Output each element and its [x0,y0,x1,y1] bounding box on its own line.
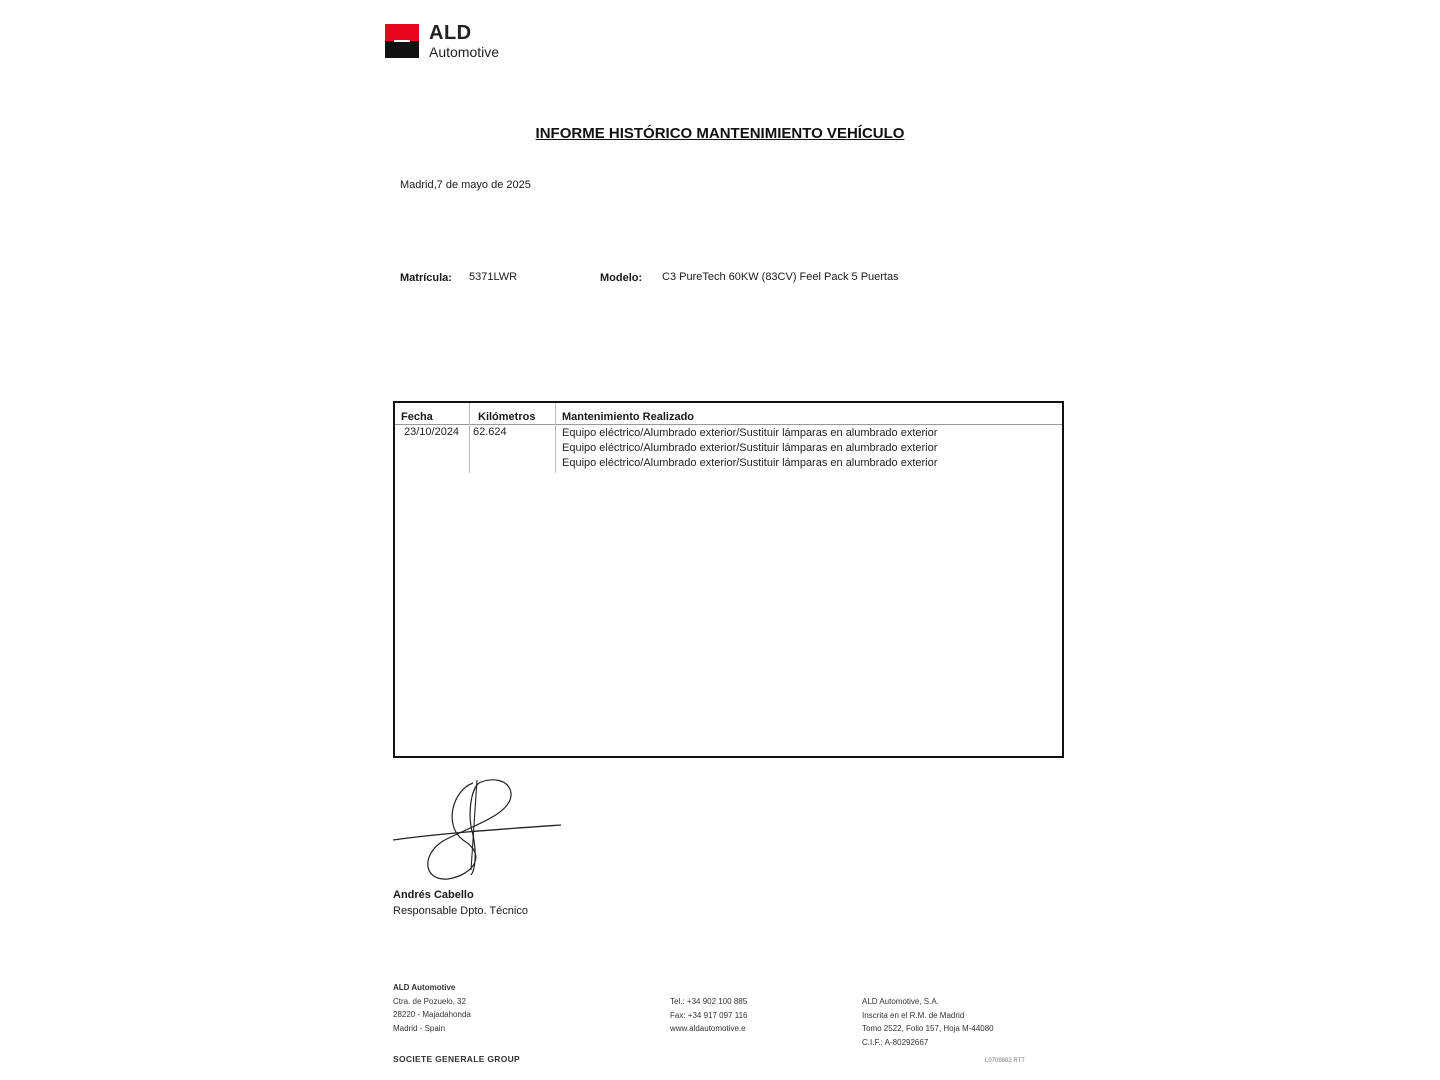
footer-contact [670,995,747,1036]
footer-company-name: ALD Automotive [393,983,456,992]
document-title: INFORME HISTÓRICO MANTENIMIENTO VEHÍCULO [535,125,905,142]
model-label: Modelo: [600,272,643,284]
footer-address-line: Ctra. de Pozuelo, 32 [393,996,466,1006]
plate-value: 5371LWR [469,271,518,283]
footer-fax: Fax: +34 917 097 116 [670,1010,748,1020]
footer-registry-line: Tomo 2522, Folio 157, Hoja M-44080 [862,1024,994,1033]
place-date: Madrid,7 de mayo de 2025 [400,179,531,191]
brand-name: ALD [429,22,472,44]
maintenance-table [393,401,1064,758]
model-value: C3 PureTech 60KW (83CV) Feel Pack 5 Puertas [662,271,899,283]
footer-registry-line: Inscrita en el R.M. de Madrid [862,1010,965,1020]
footer-website: www.aldautomotive.e [670,1024,746,1033]
footer-registry-line: ALD Automotive, S.A. [862,997,939,1006]
column-divider [469,403,470,473]
column-divider [555,403,556,473]
row-date: 23/10/2024 [404,426,460,438]
footer-registry [862,995,994,1049]
row-maintenance-item: Equipo eléctrico/Alumbrado exterior/Sustituir lámparas en alumbrado exterior [562,427,938,439]
signatory-name: Andrés Cabello [393,889,474,901]
handwritten-signature [393,775,563,885]
footer-address-line: 28220 - Majadahonda [393,1010,471,1019]
row-km: 62.624 [473,426,507,438]
row-maintenance-item: Equipo eléctrico/Alumbrado exterior/Sustituir lámparas en alumbrado exterior [562,457,938,469]
signatory-role: Responsable Dpto. Técnico [393,905,528,917]
header-maintenance: Mantenimiento Realizado [562,411,695,423]
brand-subtitle: Automotive [429,44,500,60]
header-date: Fecha [401,411,433,423]
footer-address-line: Madrid - Spain [393,1023,446,1033]
footer-company-address [393,981,471,1035]
ald-logo-mark [385,24,419,58]
footer-group-name: SOCIETE GENERALE GROUP [393,1054,521,1064]
plate-label: Matrícula: [400,272,452,284]
footer-registry-line: C.I.F.: A-80292667 [862,1037,929,1047]
table-header-divider [395,424,1062,425]
footer-phone: Tel.: +34 902 100 885 [670,997,748,1006]
row-maintenance-item: Equipo eléctrico/Alumbrado exterior/Sustituir lámparas en alumbrado exterior [562,442,938,454]
footer-document-code: L0709802 RTT [985,1058,1025,1064]
header-km: Kilómetros [478,411,536,423]
